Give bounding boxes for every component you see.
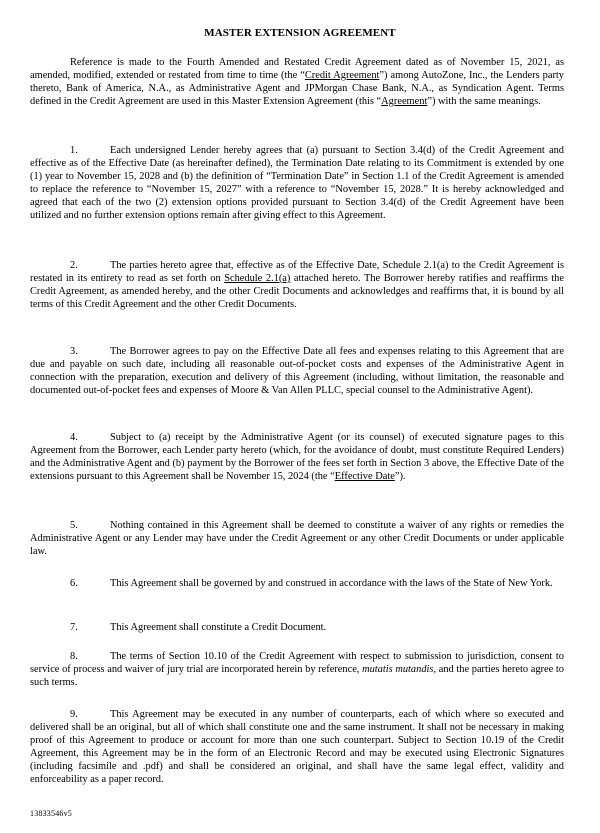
section-8-paragraph <box>30 651 564 690</box>
effective-date-defined-term: Effective Date <box>334 470 395 482</box>
section-4-text-b: ”). <box>394 470 406 482</box>
section-8-text-a: The terms of Section 10.10 of the Credit Agreement with respect to submission to jurisdiction, consent to service of process and waiver of jury trial are incorporated herein by reference, <box>30 651 564 675</box>
section-4-number: 4. <box>70 432 78 443</box>
section-1-paragraph <box>30 145 564 222</box>
section-1-number: 1. <box>70 145 78 156</box>
intro-paragraph <box>30 57 564 109</box>
section-9-number: 9. <box>70 709 78 720</box>
section-2-text-a: The parties hereto agree that, effective as of the Effective Date, Schedule 2.1(a) to the Credit Agreement is restated in its entirety to read as set forth on <box>30 260 564 284</box>
section-9-text: This Agreement may be executed in any number of counterparts, each of which where so executed and delivered shall be an original, but all of which shall constitute one and the same instrument. It shall not be necessary in making proof of this Agreement to produce or account for more than one such counterpart. Subject to Section 10.19 of the Credit Agreement, this Agreement may be in the form of an Electronic Record and may be executed using Electronic Signatures (including facsimile and .pdf) and shall be considered an original, and shall have the same legal effect, validity and enforceability as a paper record. <box>30 709 564 785</box>
section-3-paragraph <box>30 346 564 398</box>
credit-agreement-defined-term: Credit Agreement <box>304 69 380 81</box>
section-4-text-a: Subject to (a) receipt by the Administrative Agent (or its counsel) of executed signature pages to this Agreement from the Borrower, each Lender party hereto (which, for the avoidance of doubt, must constitute Required Lenders) and the Administrative Agent and (b) payment by the Borrower of the fees set forth in Section 3 above, the Effective Date of the extensions pursuant to this Agreement shall be November 15, 2024 (the “ <box>30 432 564 482</box>
section-8-number: 8. <box>70 651 78 662</box>
section-7-text: This Agreement shall constitute a Credit Document. <box>110 622 327 633</box>
intro-text-b: ”) among AutoZone, Inc., the Lenders party thereto, Bank of America, N.A., as Administrative Agent and JPMorgan Chase Bank, N.A., as Syndication Agent. Terms defined in the Credit Agreement are used in this Master Extension Agreement (this “ <box>30 69 565 107</box>
intro-text-a: Reference is made to the Fourth Amended and Restated Credit Agreement dated as of November 15, 2021, as amended, modified, extended or restated from time to time (the “ <box>30 57 564 81</box>
section-2-paragraph <box>30 260 564 312</box>
section-2-text-b: attached hereto. The Borrower hereby ratifies and reaffirms the Credit Agreement, as amended hereby, and the other Credit Documents and acknowledges and reaffirms that, it is bound by all terms of this Credit Agreement and the other Credit Documents. <box>30 272 564 310</box>
section-9-paragraph <box>30 709 564 786</box>
section-3-text: The Borrower agrees to pay on the Effective Date all fees and expenses relating to this Agreement that are due and payable on such date, including all reasonable out-of-pocket costs and expenses of the Administrative Agent in connection with the preparation, execution and delivery of this Agreement (including, without limitation, the reasonable and documented out-of-pocket fees and expenses of Moore & Van Allen PLLC, special counsel to the Administrative Agent). <box>30 346 564 396</box>
section-5-paragraph <box>30 520 564 559</box>
section-6-paragraph <box>30 578 564 591</box>
document-id-footer: 13833546v5 <box>30 809 72 818</box>
section-8-text-b: , and the parties hereto agree to such terms. <box>30 663 564 688</box>
section-2-number: 2. <box>70 260 78 271</box>
section-1-text: Each undersigned Lender hereby agrees that (a) pursuant to Section 3.4(d) of the Credit Agreement and effective as of the Effective Date (as hereinafter defined), the Termination Date relating to its Commitment is extended by one (1) year to November 15, 2028 and (b) the definition of “Termination Date” in Section 1.1 of the Credit Agreement is amended to replace the reference to “November 15, 2027” with a reference to “November 15, 2028.” It is hereby acknowledged and agreed that each of the two (2) extension options provided pursuant to Section 3.4(d) of the Credit Agreement have been utilized and no further extension options remain after giving effect to this Agreement. <box>30 145 564 221</box>
section-6-text: This Agreement shall be governed by and construed in accordance with the laws of the State of New York. <box>110 578 553 589</box>
section-7-paragraph <box>30 622 564 635</box>
section-4-paragraph <box>30 432 564 484</box>
section-3-number: 3. <box>70 346 78 357</box>
document-title: MASTER EXTENSION AGREEMENT <box>204 27 396 39</box>
section-6-number: 6. <box>70 578 78 589</box>
section-5-text: Nothing contained in this Agreement shall be deemed to constitute a waiver of any rights or remedies the Administrative Agent or any Lender may have under the Credit Agreement or any other Credit Documents or under applicable law. <box>30 520 564 557</box>
section-7-number: 7. <box>70 622 78 633</box>
section-5-number: 5. <box>70 520 78 531</box>
intro-text-c: ”) with the same meanings. <box>427 95 541 107</box>
mutatis-mutandis-italic: mutatis mutandis <box>362 663 434 675</box>
agreement-defined-term: Agreement <box>381 95 428 107</box>
schedule-reference: Schedule 2.1(a) <box>224 272 291 284</box>
